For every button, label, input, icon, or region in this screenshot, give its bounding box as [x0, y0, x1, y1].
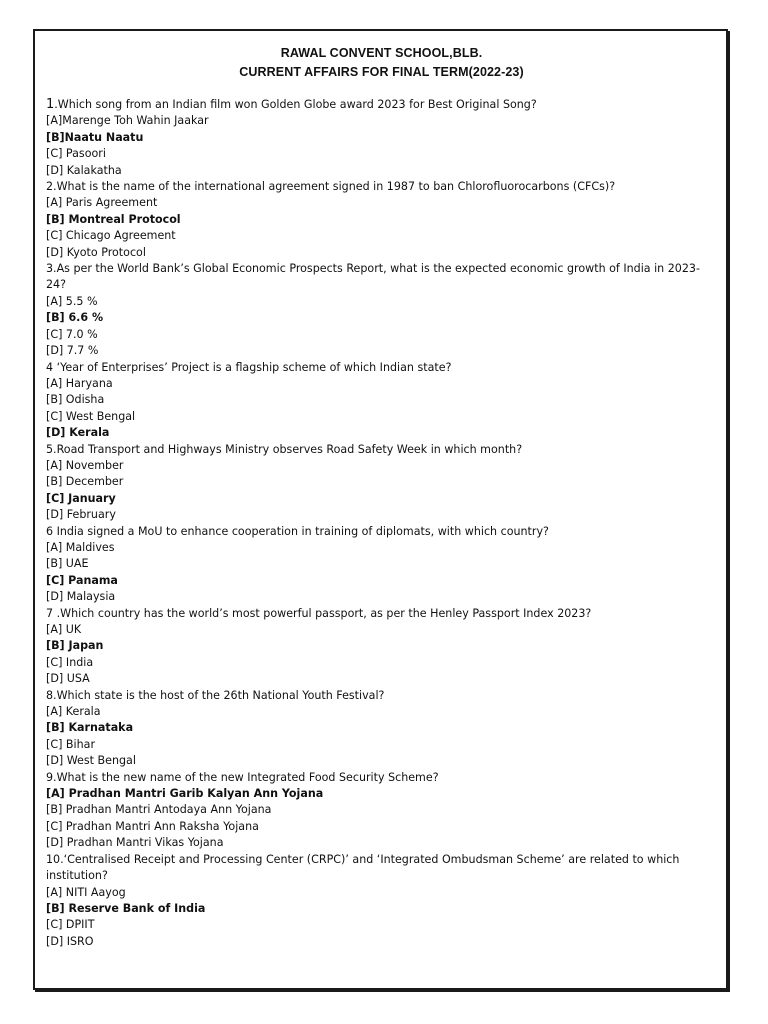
question-text: 4 ‘Year of Enterprises’ Project is a flagship scheme of which Indian state? [46, 360, 452, 374]
question-text: 10.‘Centralised Receipt and Processing Center (CRPC)’ and ‘Integrated Ombudsman Scheme’ are related to which institution? [46, 852, 680, 883]
question-7 [46, 606, 716, 622]
answer-option-correct: [B]Naatu Naatu [46, 130, 144, 144]
answer-option: [B] December [46, 475, 124, 489]
answer-option: [D] Pradhan Mantri Vikas Yojana [46, 836, 224, 850]
answer-option: [A] Haryana [46, 376, 113, 390]
answer-option: [A] UK [46, 623, 82, 636]
question-text: 2.What is the name of the international agreement signed in 1987 to ban Chlorofluorocarbons (CFCs)? [46, 180, 616, 194]
question-2 [46, 179, 716, 195]
answer-option: [A] Paris Agreement [46, 196, 158, 210]
question-5 [46, 442, 716, 458]
answer-option: [D] West Bengal [46, 754, 136, 768]
question-text: 6 India signed a MoU to enhance cooperation in training of diplomats, with which country? [46, 524, 549, 538]
answer-option-correct: [B] Karnataka [46, 721, 134, 735]
answer-option-correct: [D] Kerala [46, 426, 110, 440]
answer-option: [C] 7.0 % [46, 327, 98, 341]
question-text: 3.As per the World Bank’s Global Economic Prospects Report, what is the expected economic growth of India in 2023-24? [46, 262, 700, 292]
document-title: CURRENT AFFAIRS FOR FINAL TERM(2022-23) [239, 65, 524, 79]
answer-option-correct: [A] Pradhan Mantri Garib Kalyan Ann Yojana [46, 787, 324, 801]
question-1 [46, 97, 716, 113]
answer-option: [B] Pradhan Mantri Antodaya Ann Yojana [46, 803, 272, 817]
question-9 [46, 770, 716, 786]
question-6 [46, 524, 716, 540]
answer-option: [D] Kyoto Protocol [46, 245, 146, 259]
answer-option: [A] Maldives [46, 540, 115, 554]
answer-option: [D] USA [46, 672, 90, 686]
answer-option: [C] Pradhan Mantri Ann Raksha Yojana [46, 819, 259, 833]
answer-option: [B] Odisha [46, 393, 105, 407]
answer-option: [A] 5.5 % [46, 294, 98, 308]
answer-option-correct: [B] Japan [46, 639, 104, 653]
question-text: .Which song from an Indian film won Golden Globe award 2023 for Best Original Song? [54, 98, 537, 111]
answer-option: [A]Marenge Toh Wahin Jaakar [46, 114, 209, 128]
question-10 [46, 852, 716, 885]
answer-option: [C] Chicago Agreement [46, 229, 176, 243]
answer-option: [D] Malaysia [46, 590, 116, 604]
answer-option: [D] ISRO [46, 934, 94, 948]
question-text: 7 .Which country has the world’s most powerful passport, as per the Henley Passport Index 2023? [46, 606, 592, 620]
question-text: 5.Road Transport and Highways Ministry observes Road Safety Week in which month? [46, 442, 523, 456]
school-name: RAWAL CONVENT SCHOOL,BLB. [280, 46, 483, 60]
question-number: 1 [46, 97, 55, 112]
answer-option: [B] UAE [46, 557, 89, 571]
document-header [33, 44, 730, 82]
answer-option: [A] Kerala [46, 705, 101, 719]
answer-option-correct: [B] Reserve Bank of India [46, 901, 206, 915]
question-8 [46, 688, 716, 704]
question-text: 9.What is the new name of the new Integrated Food Security Scheme? [46, 770, 439, 784]
question-3 [46, 261, 716, 294]
answer-option: [C] Pasoori [46, 147, 106, 161]
answer-option: [D] 7.7 % [46, 344, 99, 358]
answer-option: [A] November [46, 458, 124, 472]
answer-option: [A] NITI Aayog [46, 885, 126, 899]
question-list [46, 97, 716, 950]
answer-option-correct: [B] 6.6 % [46, 311, 104, 325]
answer-option-correct: [C] Panama [46, 573, 118, 587]
question-4 [46, 360, 716, 376]
answer-option: [C] India [46, 655, 94, 669]
answer-option: [D] Kalakatha [46, 163, 122, 177]
answer-option: [C] Bihar [46, 737, 96, 751]
answer-option-correct: [C] January [46, 491, 116, 505]
question-text: 8.Which state is the host of the 26th National Youth Festival? [46, 688, 385, 702]
answer-option: [C] DPIIT [46, 918, 95, 932]
answer-option-correct: [B] Montreal Protocol [46, 212, 181, 226]
answer-option: [D] February [46, 508, 116, 522]
answer-option: [C] West Bengal [46, 409, 136, 423]
